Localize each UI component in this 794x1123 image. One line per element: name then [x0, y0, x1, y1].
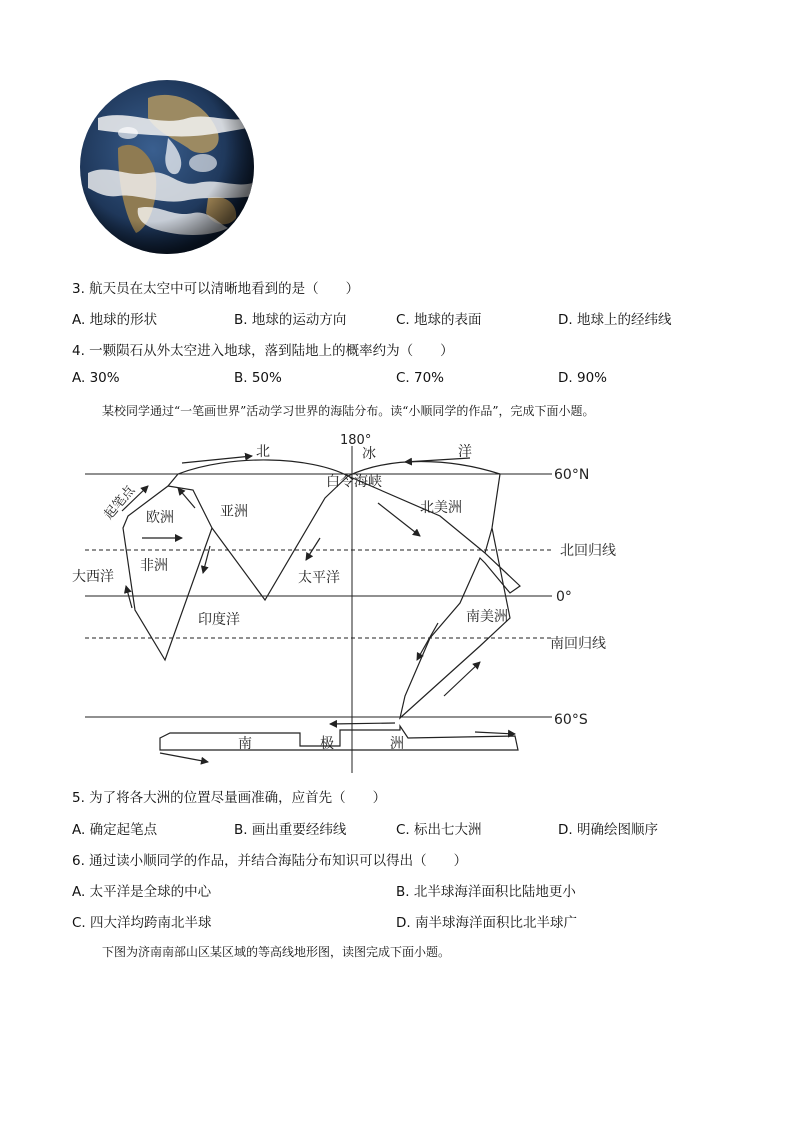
q6-option-b[interactable]: B. 北半球海洋面积比陆地更小	[396, 884, 576, 900]
label-atlantic: 大西洋	[72, 569, 114, 585]
label-antarctica-1: 南	[238, 736, 252, 752]
label-start-point: 起笔点	[101, 483, 139, 523]
label-bering: 白令海峡	[326, 474, 382, 490]
label-asia: 亚洲	[220, 504, 248, 520]
label-arctic-2: 冰	[362, 446, 376, 462]
label-lat-60s: 60°S	[554, 712, 588, 728]
q5-option-d[interactable]: D. 明确绘图顺序	[558, 822, 658, 838]
intro-sea-land: 某校同学通过“一笔画世界”活动学习世界的海陆分布。读“小顺同学的作品”，完成下面小题。	[102, 404, 595, 418]
question-4-stem: 4. 一颗陨石从外太空进入地球，落到陆地上的概率约为（ ）	[72, 343, 454, 359]
arrow-atlantic-up	[126, 586, 132, 608]
label-arctic-1: 北	[256, 444, 270, 460]
arrow-antarctica-bottom	[160, 753, 208, 762]
label-antarctica-2: 极	[320, 736, 334, 752]
label-180: 180°	[340, 433, 372, 448]
label-equator: 0°	[556, 589, 572, 605]
label-arctic-3: 洋	[458, 444, 472, 460]
label-tropic-n: 北回归线	[560, 543, 616, 559]
label-tropic-s: 南回归线	[550, 636, 606, 652]
one-stroke-world-map	[60, 428, 700, 778]
q6-option-a[interactable]: A. 太平洋是全球的中心	[72, 884, 212, 900]
label-pacific: 太平洋	[298, 570, 340, 586]
q4-option-d[interactable]: D. 90%	[558, 370, 607, 386]
arrow-pacific-down	[306, 538, 320, 560]
antarctica-outline	[160, 726, 518, 750]
q5-option-a[interactable]: A. 确定起笔点	[72, 822, 158, 838]
arrow-antarctica-east-right	[475, 732, 515, 734]
question-5-stem: 5. 为了将各大洲的位置尽量画准确，应首先（ ）	[72, 790, 387, 806]
q3-option-d[interactable]: D. 地球上的经纬线	[558, 312, 672, 328]
q3-option-a[interactable]: A. 地球的形状	[72, 312, 158, 328]
q6-option-c[interactable]: C. 四大洋均跨南北半球	[72, 915, 212, 931]
earth-image	[78, 78, 256, 256]
label-lat-60n: 60°N	[554, 467, 590, 483]
q3-option-b[interactable]: B. 地球的运动方向	[234, 312, 347, 328]
q3-option-c[interactable]: C. 地球的表面	[396, 312, 482, 328]
q5-option-c[interactable]: C. 标出七大洲	[396, 822, 482, 838]
intro-contour-map: 下图为济南南部山区某区域的等高线地形图，读图完成下面小题。	[102, 945, 451, 959]
arrow-antarctica-west	[330, 723, 395, 724]
label-africa: 非洲	[140, 558, 168, 574]
continent-outline	[123, 460, 520, 718]
q5-option-b[interactable]: B. 画出重要经纬线	[234, 822, 347, 838]
question-3-stem: 3. 航天员在太空中可以清晰地看到的是（ ）	[72, 281, 360, 297]
q4-option-b[interactable]: B. 50%	[234, 370, 282, 386]
q4-option-a[interactable]: A. 30%	[72, 370, 120, 386]
q6-option-d[interactable]: D. 南半球海洋面积比北半球广	[396, 915, 577, 931]
arrow-asia-nw	[178, 488, 195, 508]
label-europe: 欧洲	[146, 510, 174, 526]
arrow-samerica-down	[417, 623, 438, 660]
arrow-namerica-down	[378, 503, 420, 536]
label-indian: 印度洋	[198, 612, 240, 628]
label-antarctica-3: 洲	[390, 736, 404, 752]
arrow-arctic-east	[182, 456, 252, 463]
label-north-america: 北美洲	[420, 500, 462, 516]
label-south-america: 南美洲	[466, 609, 508, 625]
arrow-samerica-up	[444, 662, 480, 696]
question-6-stem: 6. 通过读小顺同学的作品，并结合海陆分布知识可以得出（ ）	[72, 853, 468, 869]
q4-option-c[interactable]: C. 70%	[396, 370, 445, 386]
